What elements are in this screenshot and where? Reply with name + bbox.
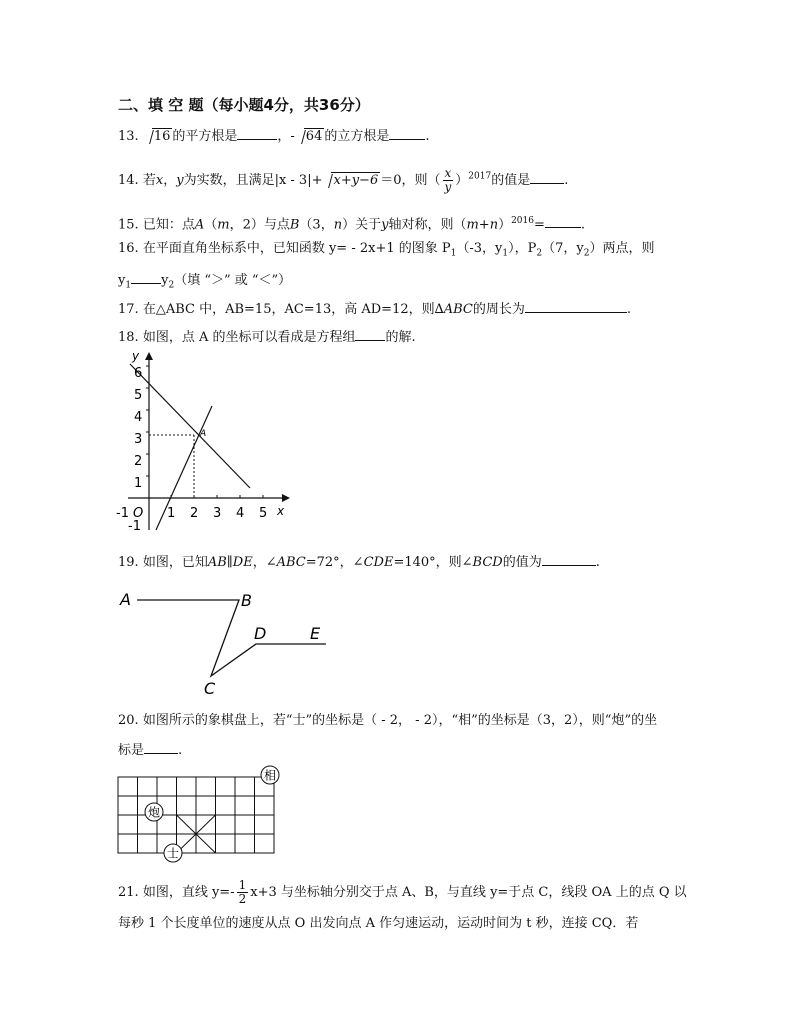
sqrt-16: 16 [143,128,173,146]
piece-shi [164,844,182,862]
x-tick-1: 1 [167,506,176,521]
x-tick-neg1: -1 [116,506,129,521]
question-20: 20. 如图所示的象棋盘上，若“士”的坐标是（ - 2， - 2），“相”的坐标是（3，2），则“炮”的坐 [118,713,658,728]
section-title: 二、填 空 题（每小题4分，共36分） [118,96,370,114]
svg-text:士: 士 [166,846,180,861]
svg-text:炮: 炮 [147,805,161,820]
question-14: 14. 若x，y为实数，且满足|x - 3|+ x+y−6 ＝0，则（ $\frac{x}{y}$ ）$^{2017}$的值是 . [118,166,569,194]
question-18: 18. 如图，点 A 的坐标可以看成是方程组 的解. [118,330,416,345]
x-tick-2: 2 [190,506,199,521]
answer-blank[interactable] [131,271,161,284]
x-tick-3: 3 [213,506,222,521]
question-20-line2: 标是 . [118,743,183,758]
y-tick-1: 1 [134,476,143,491]
sqrt-64: 64 [295,128,325,146]
answer-blank[interactable] [144,741,178,754]
y-tick-4: 4 [134,410,143,425]
answer-blank[interactable] [542,553,596,566]
label-b: B [241,591,252,610]
answer-blank[interactable] [525,300,627,313]
label-c: C [204,679,216,698]
x-tick-4: 4 [236,506,245,521]
decreasing-line [130,364,250,488]
label-d: D [254,624,267,643]
question-15: 15. 已知：点A（m，2）与点B（3，n）关于y轴对称，则$(m+n)^{2016}=$ . [118,216,586,233]
label-a: A [120,590,131,609]
point-a-label: A [200,429,207,439]
sqrt-expression: x+y−6 [322,172,380,190]
y-tick-5: 5 [134,388,143,403]
y-tick-2: 2 [134,454,143,469]
question-16: 16. 在平面直角坐标系中，已知函数 y= - 2x+1 的图象 $P_1(-3$，$y_1$），$P_2(7$，$y_2$）两点，则 [118,241,655,259]
parallel-lines-figure [115,588,335,698]
answer-blank[interactable] [389,127,425,140]
y-tick-3: 3 [134,432,143,447]
y-axis-label: y [132,349,140,363]
label-e: E [310,624,321,643]
y-tick-neg1: -1 [128,519,141,534]
fraction-one-half: $\frac{1}{2}$ [238,878,247,906]
y-axis-arrow [145,352,153,360]
x-tick-5: 5 [259,506,268,521]
question-13: 13. 16 的平方根是 ，- 64 的立方根是 . [118,129,430,144]
x-axis-arrow [282,494,290,502]
answer-blank[interactable] [237,127,277,140]
y-tick-6: 6 [134,366,143,381]
question-21-line2: 每秒 1 个长度单位的速度从点 O 出发向点 A 作匀速运动，运动时间为 t 秒，连接 CQ．若 [118,916,639,931]
piece-xiang [261,766,279,784]
coordinate-graph [110,348,290,538]
question-16-line2: $y_1$ $y_2$（填 “＞” 或 “＜”） [118,273,292,291]
chess-board [115,766,285,862]
x-axis-label: x [277,504,285,518]
answer-blank[interactable] [530,171,564,184]
svg-text:相: 相 [263,768,277,783]
polyline-abcde [137,600,326,676]
answer-blank[interactable] [355,328,385,341]
increasing-line [156,406,212,530]
piece-pao [145,803,163,821]
answer-blank[interactable] [545,215,581,228]
question-17: 17. 在△ABC 中，AB=15，AC=13，高 AD=12，则∆ABC的周长为 . [118,302,631,317]
question-19: 19. 如图，已知AB∥DE，∠ABC=72°，∠CDE=140°，则∠BCD的值为 . [118,555,600,570]
question-21: 21. 如图，直线 y=- $\frac{1}{2}$ x+3 与坐标轴分别交于点 A、B，与直线 y=于点 C，线段 OA 上的点 Q 以 [118,878,687,906]
origin-label: O [133,506,144,521]
fraction-x-over-y: $\frac{x}{y}$ [444,166,452,194]
